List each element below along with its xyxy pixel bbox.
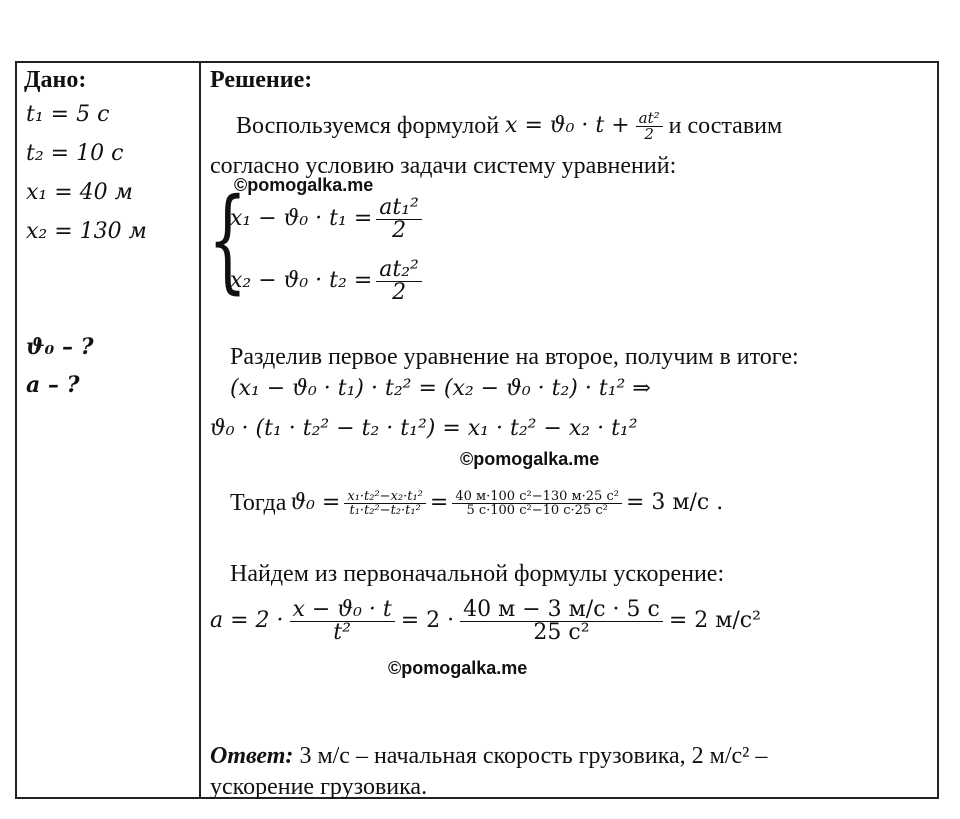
watermark-3: ©pomogalka.me	[388, 658, 528, 678]
v0-num-values: 40 м·100 с²−130 м·25 с²	[452, 490, 622, 504]
v0-den-values: 5 с·100 с²−10 с·25 с²	[466, 502, 608, 518]
answer-text: 3 м/с – начальная скорость грузовика, 2 м/с² –	[299, 743, 768, 769]
equation-1	[230, 190, 422, 248]
solution-heading: Решение:	[210, 67, 313, 93]
divide-text: Разделив первое уравнение на второе, получим в итоге:	[230, 344, 799, 370]
v0-num: x₁·t₂²−x₂·t₁²	[344, 490, 426, 504]
answer-line	[210, 744, 767, 768]
derive-line-2: ϑ₀ · (t₁ · t₂² − t₂ · t₁²) = x₁ · t₂² − x₂ · t₁²	[210, 416, 638, 441]
v0-den: t₁·t₂²−t₂·t₁²	[349, 502, 421, 518]
eq2-fraction	[376, 256, 422, 305]
v0-result: = 3 м/с .	[625, 490, 724, 515]
then-label: Тогда	[230, 490, 287, 516]
eq2-lhs: x₂ − ϑ₀ · t₂ =	[230, 268, 373, 293]
find-a: a – ?	[26, 372, 80, 398]
system-brace: {	[208, 175, 248, 305]
find-v0: ϑ₀ – ?	[26, 334, 94, 360]
given-x2: x₂ = 130 м	[26, 219, 147, 244]
given-t2: t₂ = 10 с	[26, 141, 124, 166]
formula-den: 2	[644, 124, 654, 143]
formula-fraction	[636, 108, 663, 143]
eq1-den: 2	[392, 217, 407, 243]
a-mid: = 2 ·	[400, 608, 455, 633]
v0-line	[230, 475, 723, 531]
equation-2	[230, 252, 422, 310]
given-t1: t₁ = 5 с	[26, 102, 110, 127]
eq2-den: 2	[392, 279, 407, 305]
a-fraction	[290, 596, 395, 645]
a-num-values: 40 м − 3 м/с · 5 с	[460, 599, 663, 622]
intro-after: и составим	[668, 113, 783, 139]
eq1-fraction	[376, 194, 422, 243]
given-x1: x₁ = 40 м	[26, 180, 133, 205]
v0-values-fraction	[452, 490, 622, 517]
intro-before: Воспользуемся формулой	[236, 113, 500, 139]
a-lhs: a = 2 ·	[210, 608, 284, 633]
watermark-2: ©pomogalka.me	[460, 449, 600, 469]
answer-label: Ответ:	[210, 743, 294, 769]
answer-line2: ускорение грузовика.	[210, 774, 428, 800]
v0-lhs: ϑ₀ =	[290, 490, 341, 515]
eq2-num: at₂²	[376, 259, 422, 282]
accel-text: Найдем из первоначальной формулы ускорение:	[230, 561, 725, 587]
intro-line2: согласно условию задачи систему уравнений:	[210, 153, 677, 179]
a-values-fraction	[460, 596, 663, 645]
formula-num: at²	[636, 111, 663, 127]
a-den-values: 25 с²	[533, 619, 590, 645]
eq1-lhs: x₁ − ϑ₀ · t₁ =	[230, 206, 373, 231]
a-den: t²	[333, 619, 351, 645]
v0-eq: =	[429, 490, 449, 515]
intro-line	[236, 104, 782, 148]
a-line	[210, 590, 761, 652]
v0-fraction	[344, 490, 426, 517]
eq1-num: at₁²	[376, 197, 422, 220]
a-num: x − ϑ₀ · t	[290, 599, 395, 622]
given-heading: Дано:	[24, 67, 87, 93]
watermark: ©pomogalka.me	[234, 175, 374, 195]
derive-line-1: (x₁ − ϑ₀ · t₁) · t₂² = (x₂ − ϑ₀ · t₂) · t₁² ⇒	[230, 376, 651, 401]
formula-lhs: x = ϑ₀ · t +	[505, 113, 630, 138]
a-result: = 2 м/с²	[668, 608, 761, 633]
column-divider	[199, 61, 201, 799]
